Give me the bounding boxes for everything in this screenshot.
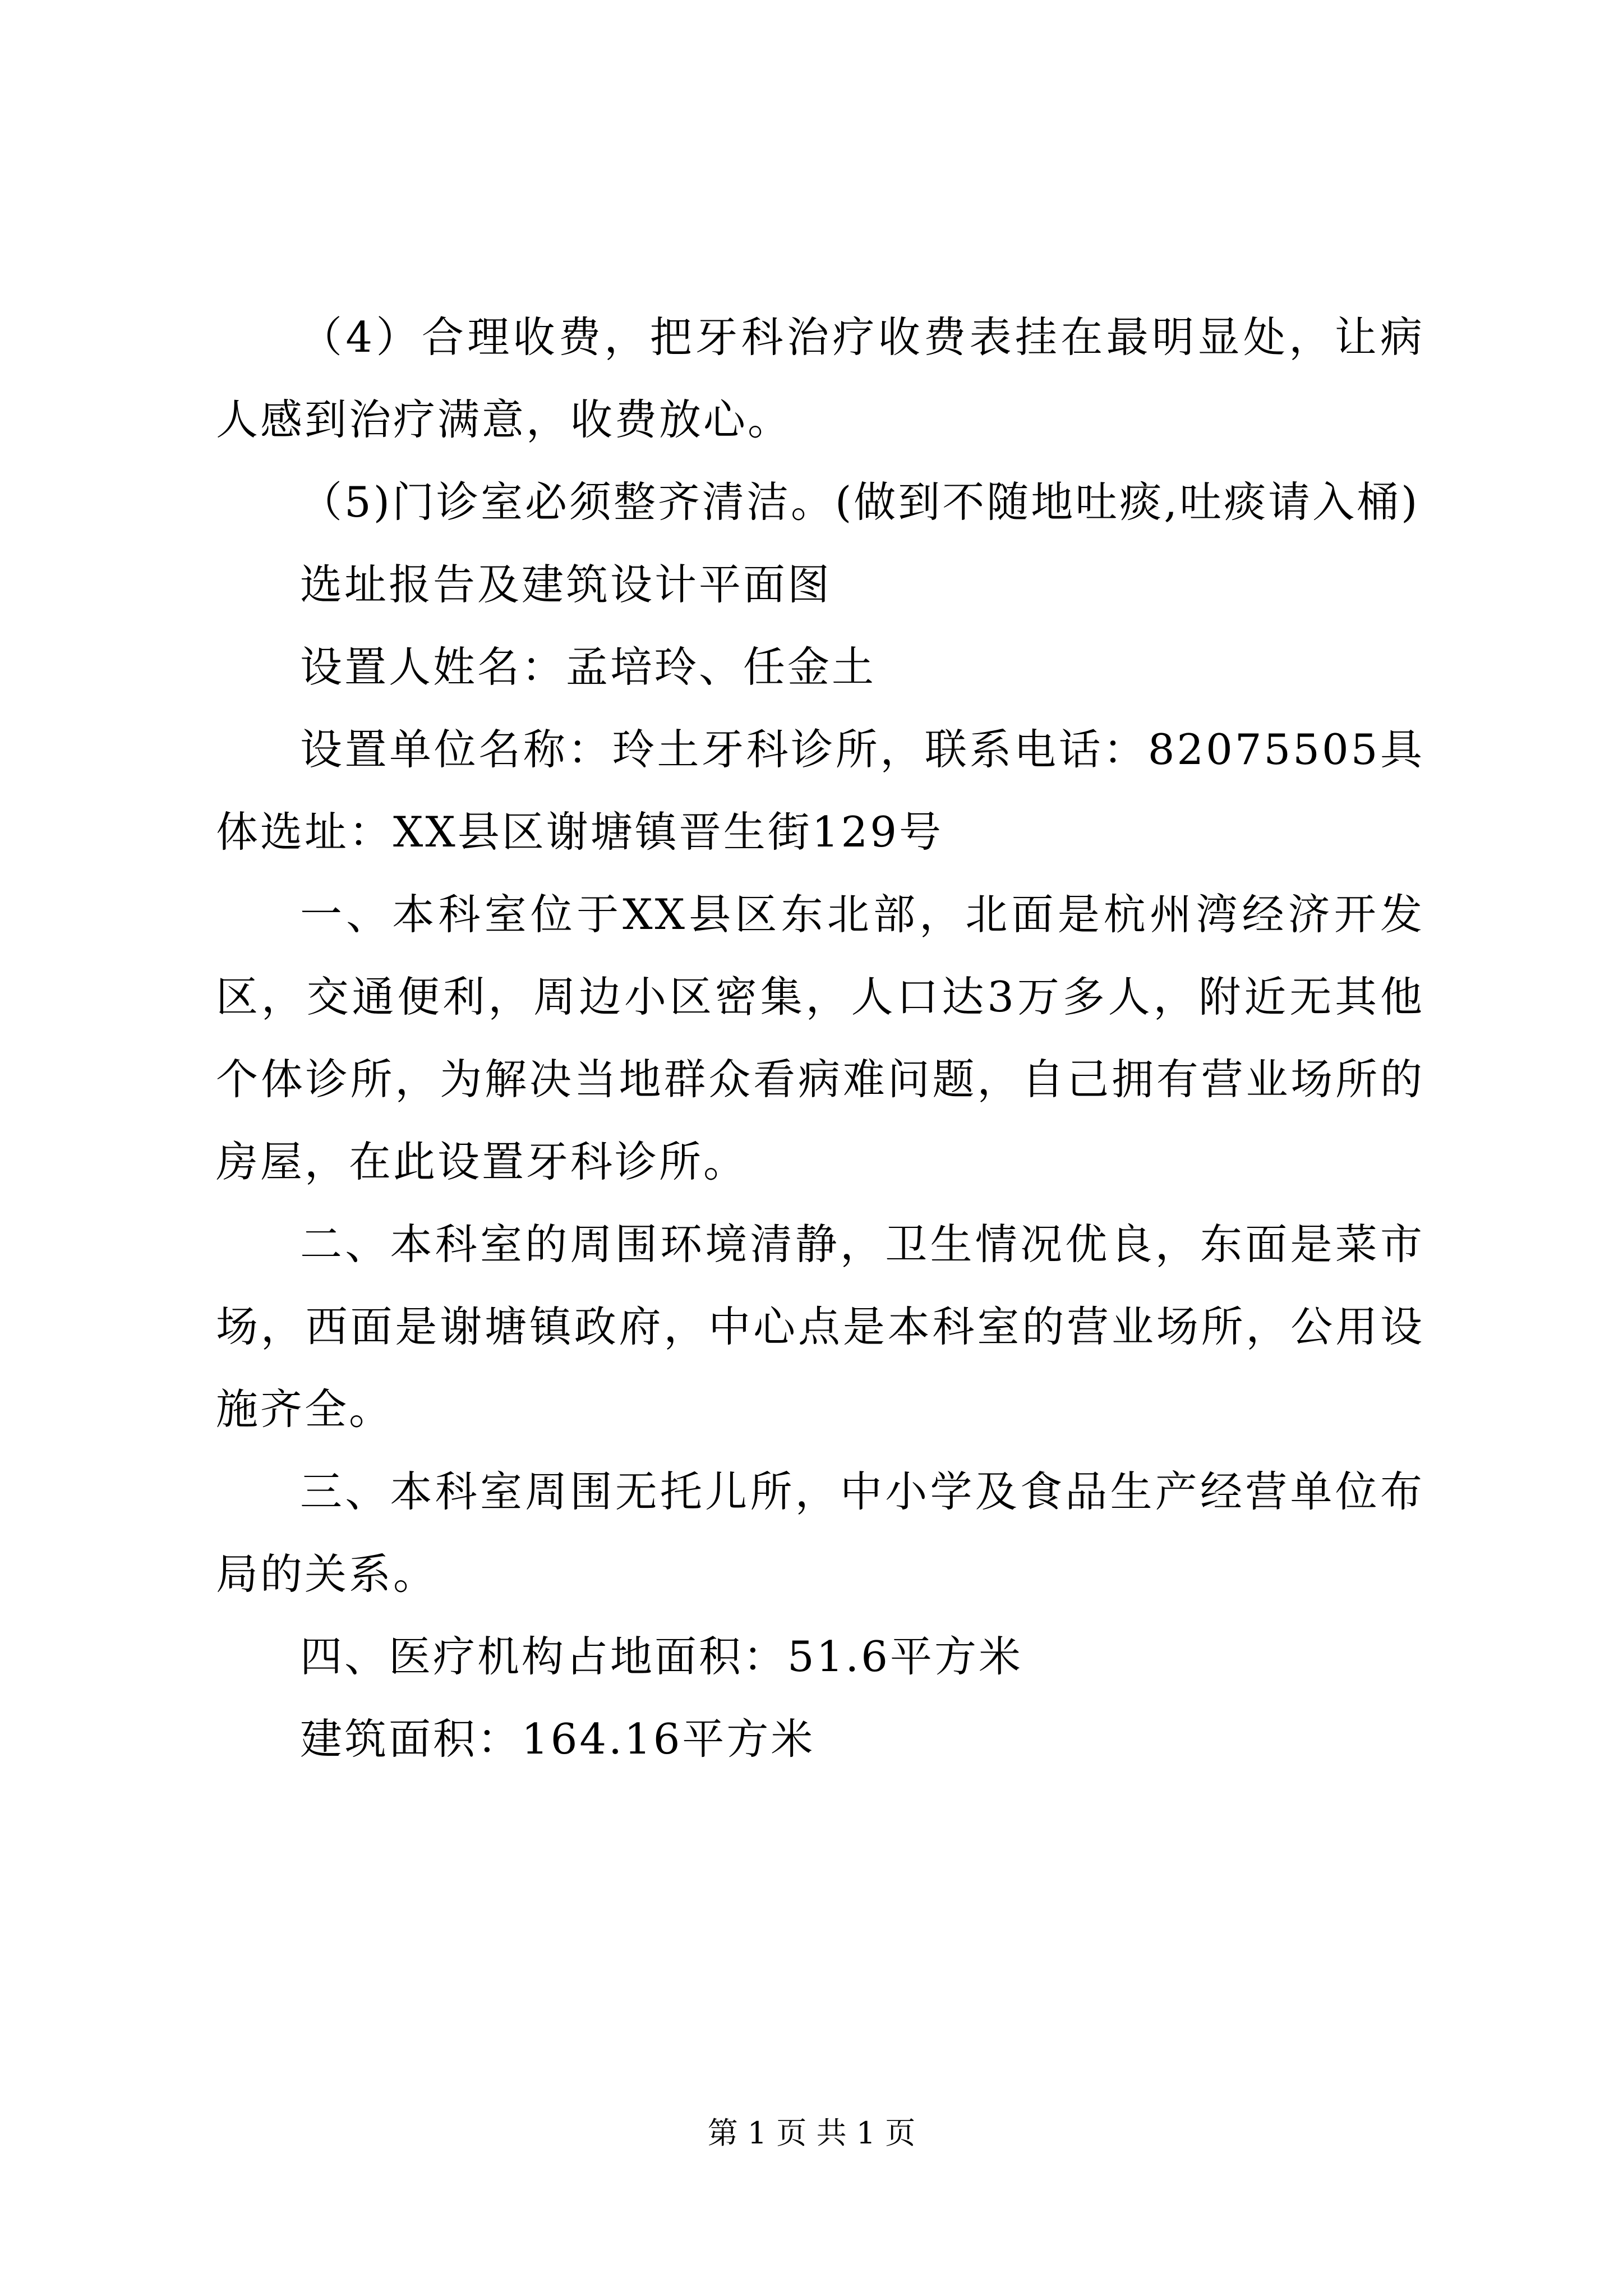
section-heading: 选址报告及建筑设计平面图 xyxy=(300,560,832,609)
paragraph-unit-and-address: 设置单位名称：玲土牙科诊所，联系电话：82075505具体选址：XX县区谢塘镇晋生街129号 xyxy=(216,725,1424,857)
paragraph-clinic-cleanliness: （5)门诊室必须整齐清洁。(做到不随地吐痰,吐痰请入桶) xyxy=(300,477,1420,527)
paragraph-location: 一、本科室位于XX县区东北部，北面是杭州湾经济开发区，交通便利，周边小区密集，人口达3万多人，附近无其他个体诊所，为解决当地群众看病难问题，自己拥有营业场所的房屋，在此设置牙科诊所。 xyxy=(216,890,1424,1186)
paragraph-surroundings: 三、本科室周围无托儿所，中小学及食品生产经营单位布局的关系。 xyxy=(216,1467,1424,1599)
paragraph-building-area: 建筑面积：164.16平方米 xyxy=(300,1714,815,1764)
document-body xyxy=(216,296,1424,1780)
paragraph-applicant-names: 设置人姓名：孟培玲、任金土 xyxy=(300,642,877,692)
paragraph-land-area: 四、医疗机构占地面积：51.6平方米 xyxy=(300,1632,1023,1681)
paragraph-environment: 二、本科室的周围环境清静，卫生情况优良，东面是菜市场，西面是谢塘镇政府，中心点是本科室的营业场所，公用设施齐全。 xyxy=(216,1220,1424,1434)
page-number-footer: 第 1 页 共 1 页 xyxy=(707,2115,916,2151)
paragraph-fees: （4）合理收费，把牙科治疗收费表挂在最明显处，让病人感到治疗满意，收费放心。 xyxy=(216,312,1424,444)
